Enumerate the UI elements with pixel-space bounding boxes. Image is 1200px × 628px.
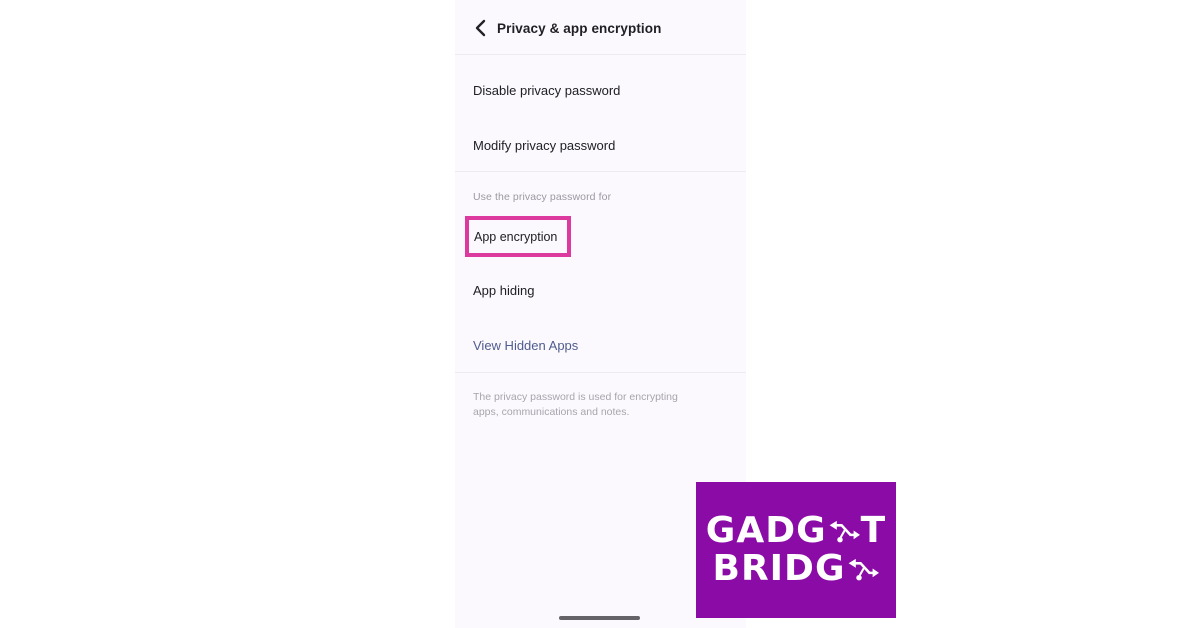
section-divider bbox=[455, 171, 746, 172]
section-label-use-privacy-password-for: Use the privacy password for bbox=[473, 191, 612, 203]
usb-branch-icon bbox=[847, 556, 879, 583]
back-chevron-icon[interactable] bbox=[473, 19, 487, 37]
app-header bbox=[455, 0, 746, 55]
menu-item-app-hiding[interactable]: App hiding bbox=[473, 283, 535, 298]
logo-text-t: T bbox=[860, 510, 887, 551]
home-indicator-bar[interactable] bbox=[559, 616, 640, 620]
gadgetbridge-watermark-logo bbox=[696, 482, 896, 618]
menu-item-disable-privacy-password[interactable]: Disable privacy password bbox=[473, 83, 621, 98]
logo-line-1 bbox=[705, 510, 887, 551]
app-encryption-label: App encryption bbox=[474, 229, 558, 244]
logo-text-bridg: BRIDG bbox=[712, 548, 846, 589]
link-view-hidden-apps[interactable]: View Hidden Apps bbox=[473, 338, 579, 353]
section-divider bbox=[455, 372, 746, 373]
page-title: Privacy & app encryption bbox=[497, 21, 662, 36]
logo-line-2 bbox=[712, 548, 880, 589]
usb-branch-icon bbox=[828, 518, 860, 545]
menu-item-modify-privacy-password[interactable]: Modify privacy password bbox=[473, 138, 616, 153]
logo-text-gadg: GADG bbox=[705, 510, 827, 551]
footer-note: The privacy password is used for encrypting apps, communications and notes. bbox=[473, 391, 678, 418]
menu-item-app-encryption-highlighted[interactable] bbox=[465, 216, 571, 257]
